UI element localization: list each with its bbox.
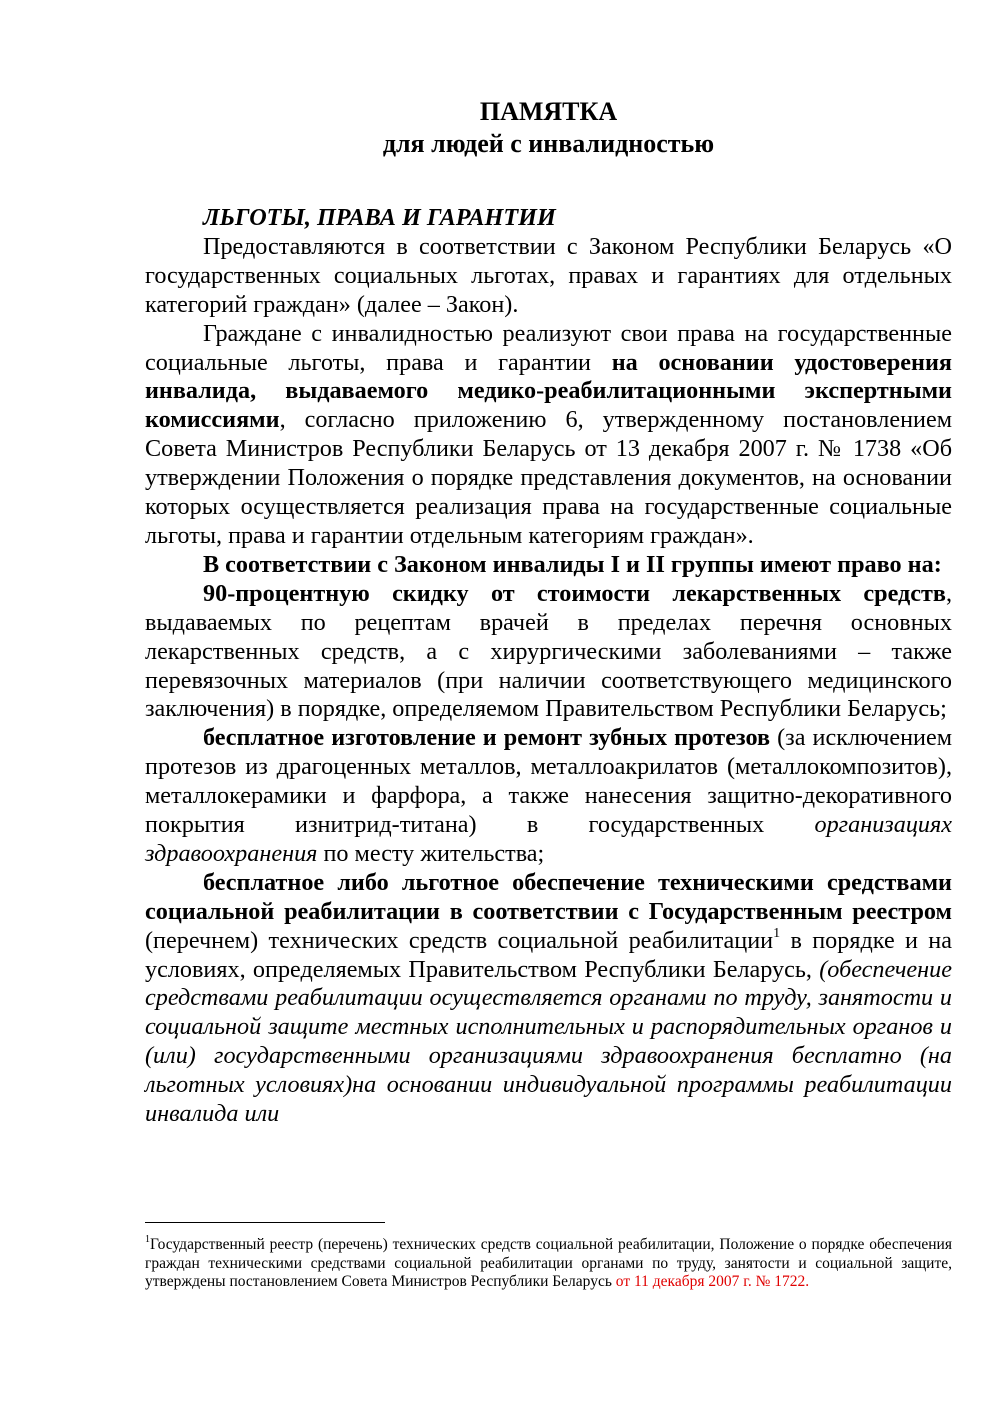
- paragraph-dental: [145, 724, 952, 869]
- section-heading: ЛЬГОТЫ, ПРАВА И ГАРАНТИИ: [203, 204, 556, 231]
- paragraph-intro: Предоставляются в соответствии с Законом Республики Беларусь «О государственных социальных льготах, правах и гарантиях для отдельных категорий граждан» (далее – Закон).: [145, 232, 952, 318]
- paragraph-text: в порядке и на условиях, определяемых Правительством Республики Беларусь,: [145, 926, 952, 983]
- footnote-text: Государственный реестр (перечень) технических средств социальной реабилитации, Положение о порядке обеспечения граждан техническими средствами социальной реабилитации органами по труду, занятости и социальной защите, утверждены постановлением Совета Министров Республики Беларусь: [145, 1236, 952, 1291]
- paragraph-bold-text: бесплатное либо льготное обеспечение техническими средствами социальной реабилитации в соответствии с Государственным реестром: [145, 868, 952, 925]
- paragraph-medicines: [145, 580, 952, 725]
- document-body: [145, 96, 952, 1129]
- paragraph-bold-text: 90-процентную скидку от стоимости лекарственных средств: [203, 579, 946, 607]
- paragraph-bold-text: на основании удостоверения инвалида, выдаваемого медико-реабилитационными экспертными комиссиями: [145, 348, 953, 434]
- paragraph-italic-text: (обеспечение средствами реабилитации осуществляется органами по труду, занятости и социальной защите местных исполнительных и распорядительных органов и (или) государственными организациями здравоохранения бесплатно (на льготных условиях)на основании индивидуальной программы реабилитации инвалида или: [145, 955, 952, 1128]
- paragraph-text: , выдаваемых по рецептам врачей в пределах перечня основных лекарственных средств, а с хирургическими заболеваниями – также перевязочных материалов (при наличии соответствующего медицинского заключения) в порядке, определяемом Правительством Республики Беларусь;: [145, 579, 952, 723]
- footnote-link[interactable]: от 11 декабря 2007 г. № 1722.: [615, 1273, 810, 1291]
- paragraph-italic-text: организациях здравоохранения: [145, 811, 952, 867]
- paragraph-text: (за исключением протезов из драгоценных металлов, металлоакрилатов (металлокомпозитов), металлокерамики и фарфора, а также нанесения защитно-декоративного покрытия изнитрид-титана) в государственных: [145, 724, 952, 839]
- paragraph-rehabilitation: [145, 869, 952, 1129]
- footnote-separator: [145, 1222, 385, 1223]
- paragraph-rights-heading: В соответствии с Законом инвалиды I и II группы имеют право на:: [203, 550, 942, 578]
- paragraph-text: Граждане с инвалидностью реализуют свои права на государственные социальные льготы, права и гарантии: [145, 319, 952, 376]
- footnote-reference[interactable]: 1: [773, 925, 781, 941]
- footnote: [145, 1233, 952, 1292]
- paragraph-bold-text: бесплатное изготовление и ремонт зубных протезов: [203, 724, 771, 752]
- footnote-number: 1: [145, 1233, 150, 1245]
- document-subtitle: для людей с инвалидностью: [382, 129, 715, 158]
- paragraph-text: по месту жительства;: [317, 839, 545, 867]
- document-title: ПАМЯТКА: [479, 97, 618, 126]
- paragraph-text: (перечнем) технических средств социальной реабилитации: [145, 926, 774, 954]
- paragraph-certificate: [145, 320, 952, 551]
- paragraph-text: , согласно приложению 6, утвержденному постановлением Совета Министров Республики Беларусь от 13 декабря 2007 г. № 1738 «Об утверждении Положения о порядке представления документов, на основании которых осуществляется реализация права на государственные социальные льготы, права и гарантии отдельным категориям граждан».: [145, 406, 952, 549]
